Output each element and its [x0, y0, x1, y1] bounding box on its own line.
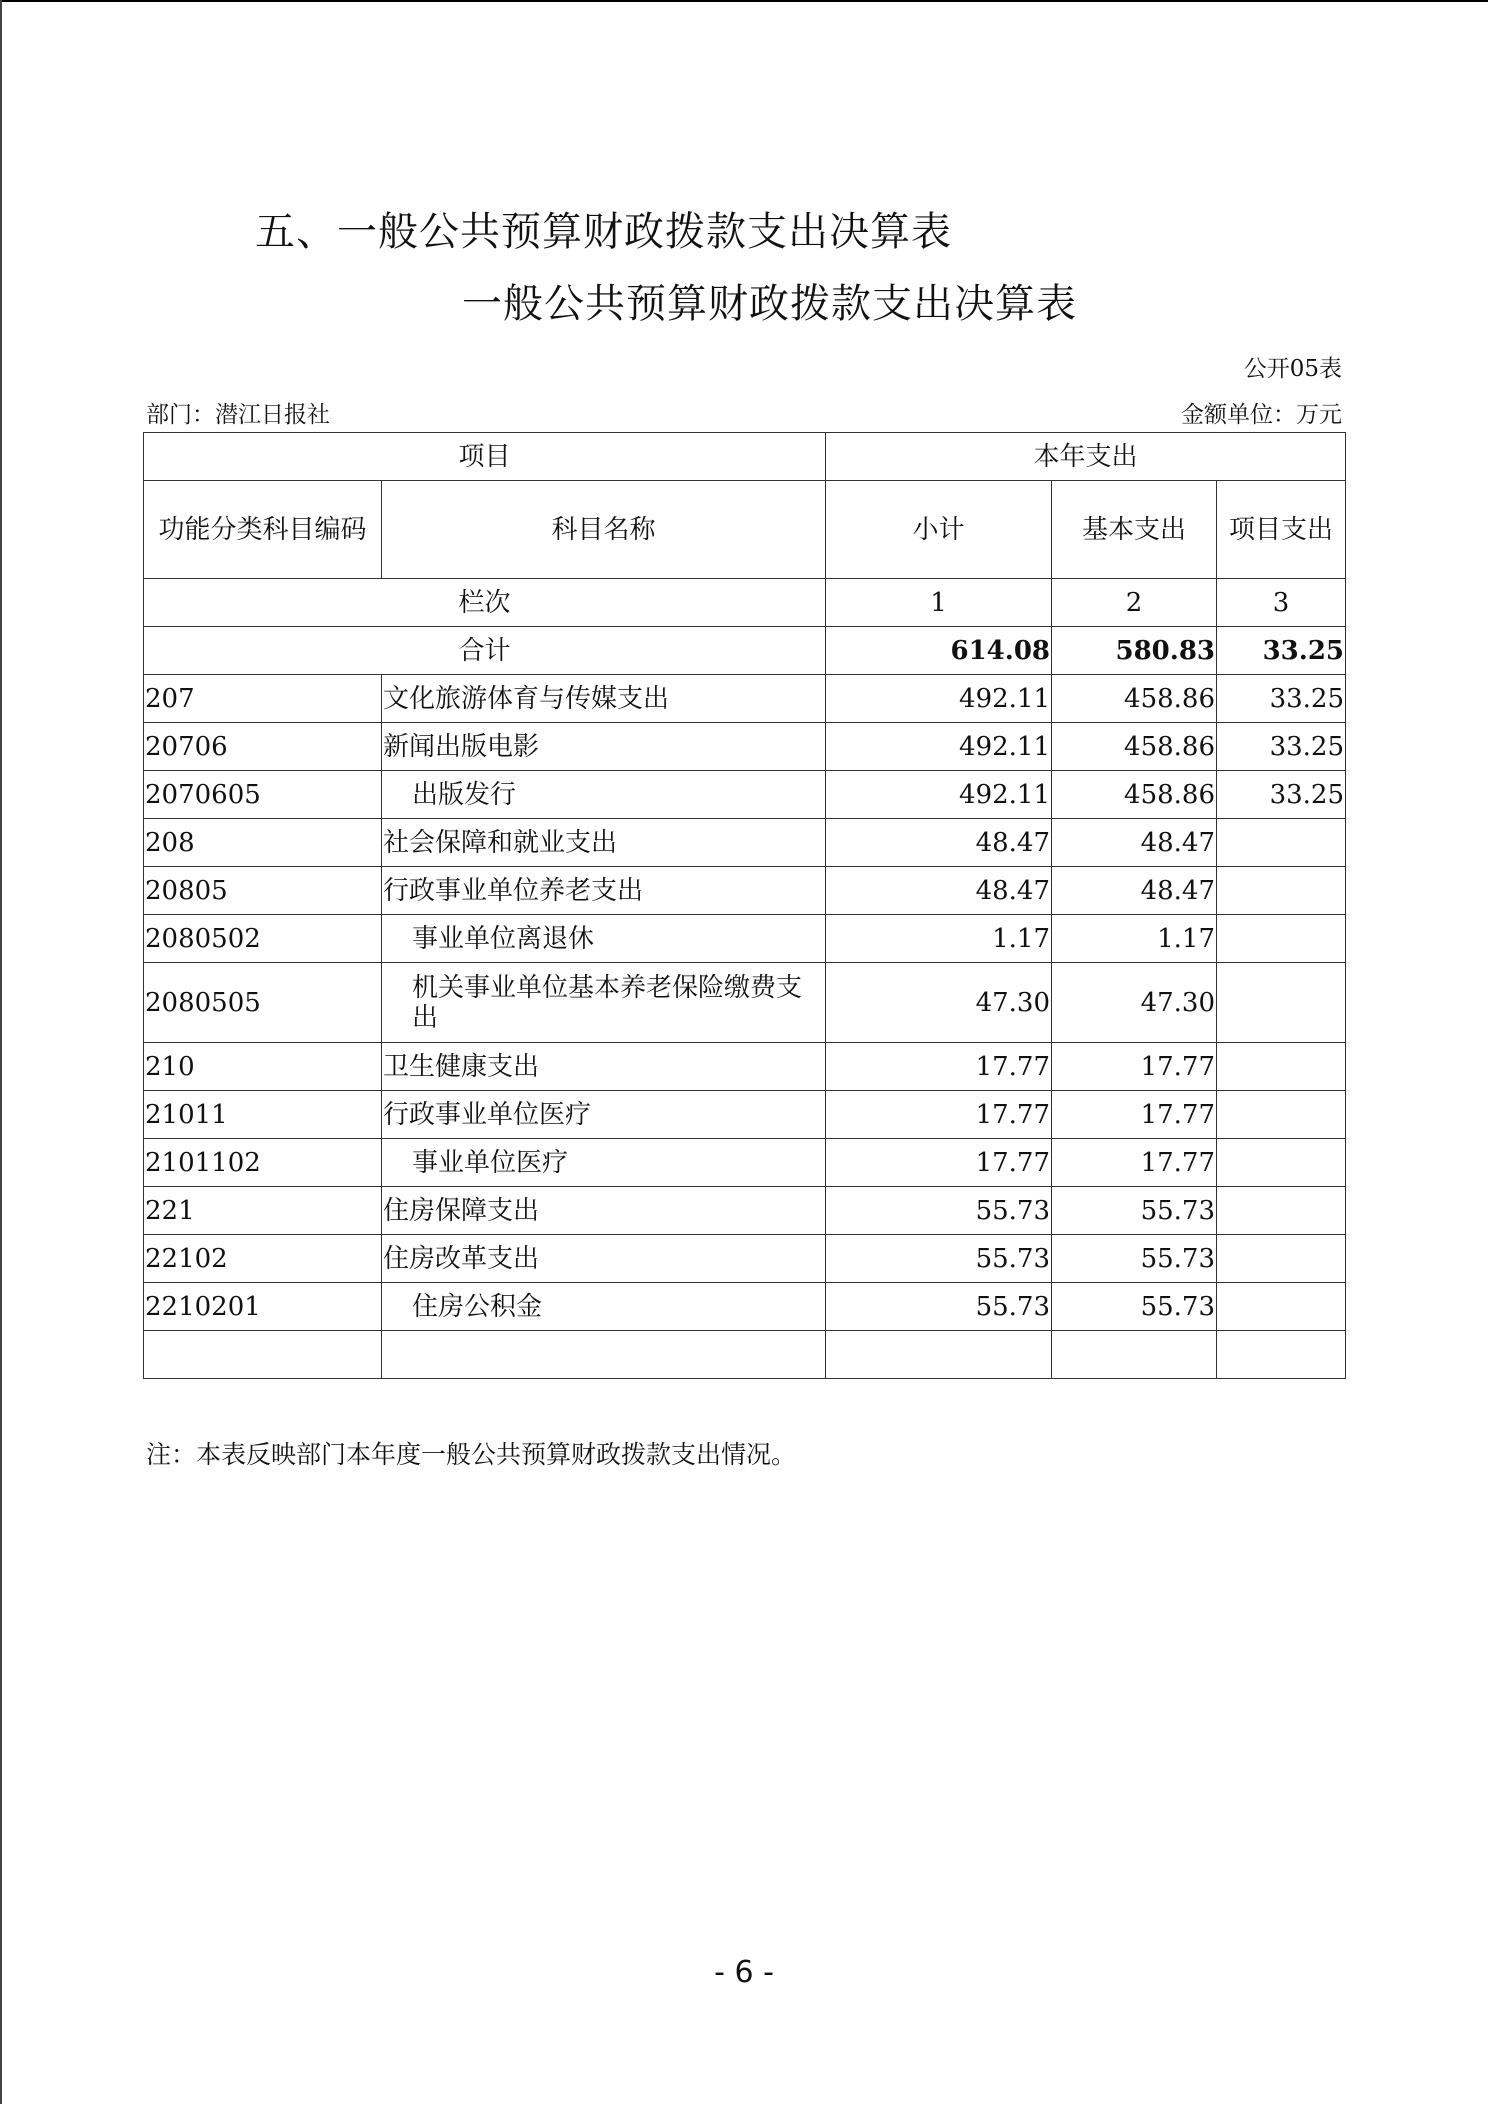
- row-basic: 17.77: [1052, 1091, 1217, 1139]
- row-code: 2080502: [144, 915, 382, 963]
- row-basic: 47.30: [1052, 963, 1217, 1043]
- row-subtotal: 17.77: [826, 1139, 1052, 1187]
- blank-cell: [1217, 1331, 1346, 1379]
- header-current-year: 本年支出: [826, 433, 1346, 481]
- total-subtotal: 614.08: [826, 627, 1052, 675]
- table-row: [144, 867, 1346, 915]
- row-code: 210: [144, 1043, 382, 1091]
- row-project: 33.25: [1217, 771, 1346, 819]
- row-name: 机关事业单位基本养老保险缴费支出: [382, 963, 826, 1043]
- row-project: 33.25: [1217, 675, 1346, 723]
- row-name: 事业单位离退休: [382, 915, 826, 963]
- row-basic: 458.86: [1052, 723, 1217, 771]
- row-name: 社会保障和就业支出: [382, 819, 826, 867]
- row-subtotal: 1.17: [826, 915, 1052, 963]
- row-subtotal: 492.11: [826, 723, 1052, 771]
- table-row: [144, 1043, 1346, 1091]
- column-number-1: 1: [826, 579, 1052, 627]
- row-project: [1217, 915, 1346, 963]
- total-row: [144, 627, 1346, 675]
- row-name: 住房保障支出: [382, 1187, 826, 1235]
- blank-cell: [144, 1331, 382, 1379]
- table-row: [144, 963, 1346, 1043]
- blank-cell: [826, 1331, 1052, 1379]
- row-name: 文化旅游体育与传媒支出: [382, 675, 826, 723]
- row-code: 2080505: [144, 963, 382, 1043]
- row-code: 22102: [144, 1235, 382, 1283]
- row-subtotal: 55.73: [826, 1187, 1052, 1235]
- row-name: 事业单位医疗: [382, 1139, 826, 1187]
- table-row: [144, 819, 1346, 867]
- section-heading: 五、一般公共预算财政拨款支出决算表: [255, 209, 952, 255]
- total-label: 合计: [144, 627, 826, 675]
- column-number-3: 3: [1217, 579, 1346, 627]
- header-project: 项目: [144, 433, 826, 481]
- table-row: [144, 1283, 1346, 1331]
- row-basic: 55.73: [1052, 1235, 1217, 1283]
- table-row: [144, 723, 1346, 771]
- total-basic: 580.83: [1052, 627, 1217, 675]
- row-name: 行政事业单位医疗: [382, 1091, 826, 1139]
- row-code: 207: [144, 675, 382, 723]
- row-project: [1217, 819, 1346, 867]
- blank-cell: [1052, 1331, 1217, 1379]
- row-basic: 458.86: [1052, 675, 1217, 723]
- row-basic: 48.47: [1052, 867, 1217, 915]
- row-subtotal: 55.73: [826, 1283, 1052, 1331]
- row-basic: 17.77: [1052, 1139, 1217, 1187]
- column-number-2: 2: [1052, 579, 1217, 627]
- row-project: [1217, 1043, 1346, 1091]
- row-code: 21011: [144, 1091, 382, 1139]
- row-subtotal: 48.47: [826, 819, 1052, 867]
- row-subtotal: 47.30: [826, 963, 1052, 1043]
- row-basic: 458.86: [1052, 771, 1217, 819]
- row-name: 住房改革支出: [382, 1235, 826, 1283]
- header-name: 科目名称: [382, 481, 826, 579]
- table-code: 公开05表: [1243, 356, 1342, 382]
- table-row: [144, 675, 1346, 723]
- row-subtotal: 492.11: [826, 771, 1052, 819]
- row-project: [1217, 1091, 1346, 1139]
- table-row: [144, 1139, 1346, 1187]
- row-code: 20805: [144, 867, 382, 915]
- row-project: [1217, 1235, 1346, 1283]
- row-name: 卫生健康支出: [382, 1043, 826, 1091]
- top-border-line: [0, 0, 1488, 2]
- table-row: [144, 915, 1346, 963]
- table-note: 注：本表反映部门本年度一般公共预算财政拨款支出情况。: [146, 1440, 797, 1469]
- header-project-exp: 项目支出: [1217, 481, 1346, 579]
- department-label: 部门：潜江日报社: [146, 402, 330, 428]
- row-name: 住房公积金: [382, 1283, 826, 1331]
- column-order-row: [144, 579, 1346, 627]
- header-row-2: [144, 481, 1346, 579]
- header-code: 功能分类科目编码: [144, 481, 382, 579]
- budget-table: [143, 432, 1346, 1379]
- table-row: [144, 1091, 1346, 1139]
- blank-row: [144, 1331, 1346, 1379]
- row-code: 2101102: [144, 1139, 382, 1187]
- row-code: 2210201: [144, 1283, 382, 1331]
- row-code: 2070605: [144, 771, 382, 819]
- row-basic: 1.17: [1052, 915, 1217, 963]
- table-row: [144, 1235, 1346, 1283]
- page-number: - 6 -: [714, 1955, 774, 1990]
- row-basic: 48.47: [1052, 819, 1217, 867]
- row-subtotal: 17.77: [826, 1091, 1052, 1139]
- left-border-line: [0, 0, 2, 2104]
- column-order-label: 栏次: [144, 579, 826, 627]
- row-basic: 55.73: [1052, 1187, 1217, 1235]
- row-name: 新闻出版电影: [382, 723, 826, 771]
- amount-unit-label: 金额单位：万元: [1181, 402, 1342, 428]
- row-project: 33.25: [1217, 723, 1346, 771]
- row-project: [1217, 867, 1346, 915]
- header-basic: 基本支出: [1052, 481, 1217, 579]
- row-code: 221: [144, 1187, 382, 1235]
- row-basic: 55.73: [1052, 1283, 1217, 1331]
- table-row: [144, 771, 1346, 819]
- row-project: [1217, 1187, 1346, 1235]
- table-row: [144, 1187, 1346, 1235]
- row-project: [1217, 1139, 1346, 1187]
- row-subtotal: 17.77: [826, 1043, 1052, 1091]
- row-name: 出版发行: [382, 771, 826, 819]
- row-name: 行政事业单位养老支出: [382, 867, 826, 915]
- header-subtotal: 小计: [826, 481, 1052, 579]
- row-code: 20706: [144, 723, 382, 771]
- row-code: 208: [144, 819, 382, 867]
- row-subtotal: 48.47: [826, 867, 1052, 915]
- row-basic: 17.77: [1052, 1043, 1217, 1091]
- row-subtotal: 492.11: [826, 675, 1052, 723]
- row-project: [1217, 963, 1346, 1043]
- row-project: [1217, 1283, 1346, 1331]
- total-project: 33.25: [1217, 627, 1346, 675]
- header-row-1: [144, 433, 1346, 481]
- table-title: 一般公共预算财政拨款支出决算表: [462, 281, 1077, 327]
- blank-cell: [382, 1331, 826, 1379]
- row-subtotal: 55.73: [826, 1235, 1052, 1283]
